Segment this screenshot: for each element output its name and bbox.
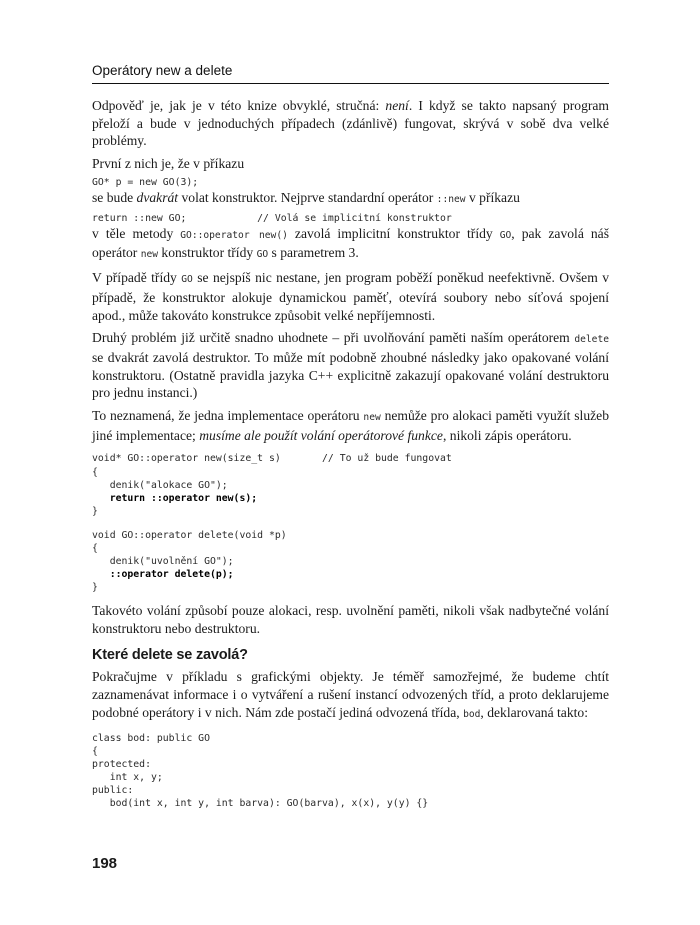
- paragraph-6: Druhý problém již určitě snadno uhodnete – při uvolňování paměti naším operátorem delete se dvakrát zavolá destruktor. To může mít podobně zhoubné následky jako opakované volání konstruktoru. (Ostatně pravidla jazyka C++ explicitně zakazují opakované volání destruktoru pro jednu instanci.): [92, 330, 609, 401]
- code-block-class-bod: class bod: public GO { protected: int x, y; public: bod(int x, int y, int barva): GO(barva), x(x), y(y) {}: [92, 732, 429, 810]
- paragraph-7: To neznamená, že jedna implementace operátoru new nemůže pro alokaci paměti využít služeb jiné implementace; musíme ale použít volání operátorové funkce, nikoli zápis operátoru.: [92, 408, 609, 443]
- paragraph-3: se bude dvakrát volat konstruktor. Nejprve standardní operátor ::new v příkazu: [92, 189, 520, 205]
- running-head: Operátory new a delete: [92, 63, 233, 78]
- paragraph-4: v těle metody GO::operator new() zavolá implicitní konstruktor třídy GO, pak zavolá náš operátor new konstruktor třídy GO s parametrem 3.: [92, 225, 610, 261]
- paragraph-5: V případě třídy GO se nejspíš nic nestane, jen program poběží poněkud neefektivně. Ovšem v případě, že konstruktor alokuje dynamickou paměť, otevírá soubory nebo síťová spojení apod., může takováto konstrukce způsobit velké nepříjemnosti.: [92, 270, 609, 323]
- page-content: [92, 97, 609, 818]
- page-number: 198: [92, 855, 118, 872]
- code-block-operators: void* GO::operator new(size_t s) // To už bude fungovat { denik("alokace GO"); return ::operator new(s); } void GO::operator delete(void *p) { denik("uvolnění GO"); ::operator delete(p); }: [92, 453, 452, 594]
- code-line-1: GO* p = new GO(3);: [92, 176, 199, 188]
- paragraph-9: Pokračujme v příkladu s grafickými objekty. Je téměř samozřejmé, že budeme chtít zaznamenávat informace i o vytváření a rušení instancí odvozených tříd, a proto deklarujeme podobné operátory i v nich. Nám zde postačí jediná odvozená třída, bod, deklarovaná takto:: [92, 669, 609, 720]
- code-line-2: return ::new GO; // Volá se implicitní konstruktor: [92, 212, 452, 224]
- paragraph-1: Odpověď je, jak je v této knize obvyklé, stručná: není. I když se takto napsaný program přeloží a bude v jednoduchých případech (zdánlivě) fungovat, skrývá v sobě dva velké problémy.: [92, 98, 609, 149]
- section-heading: Které delete se zavolá?: [92, 646, 248, 663]
- header-rule: [92, 83, 609, 84]
- paragraph-2: První z nich je, že v příkazu: [92, 156, 245, 172]
- paragraph-8: Takovéto volání způsobí pouze alokaci, resp. uvolnění paměti, nikoli však nadbytečné volání konstruktoru nebo destruktoru.: [92, 603, 609, 637]
